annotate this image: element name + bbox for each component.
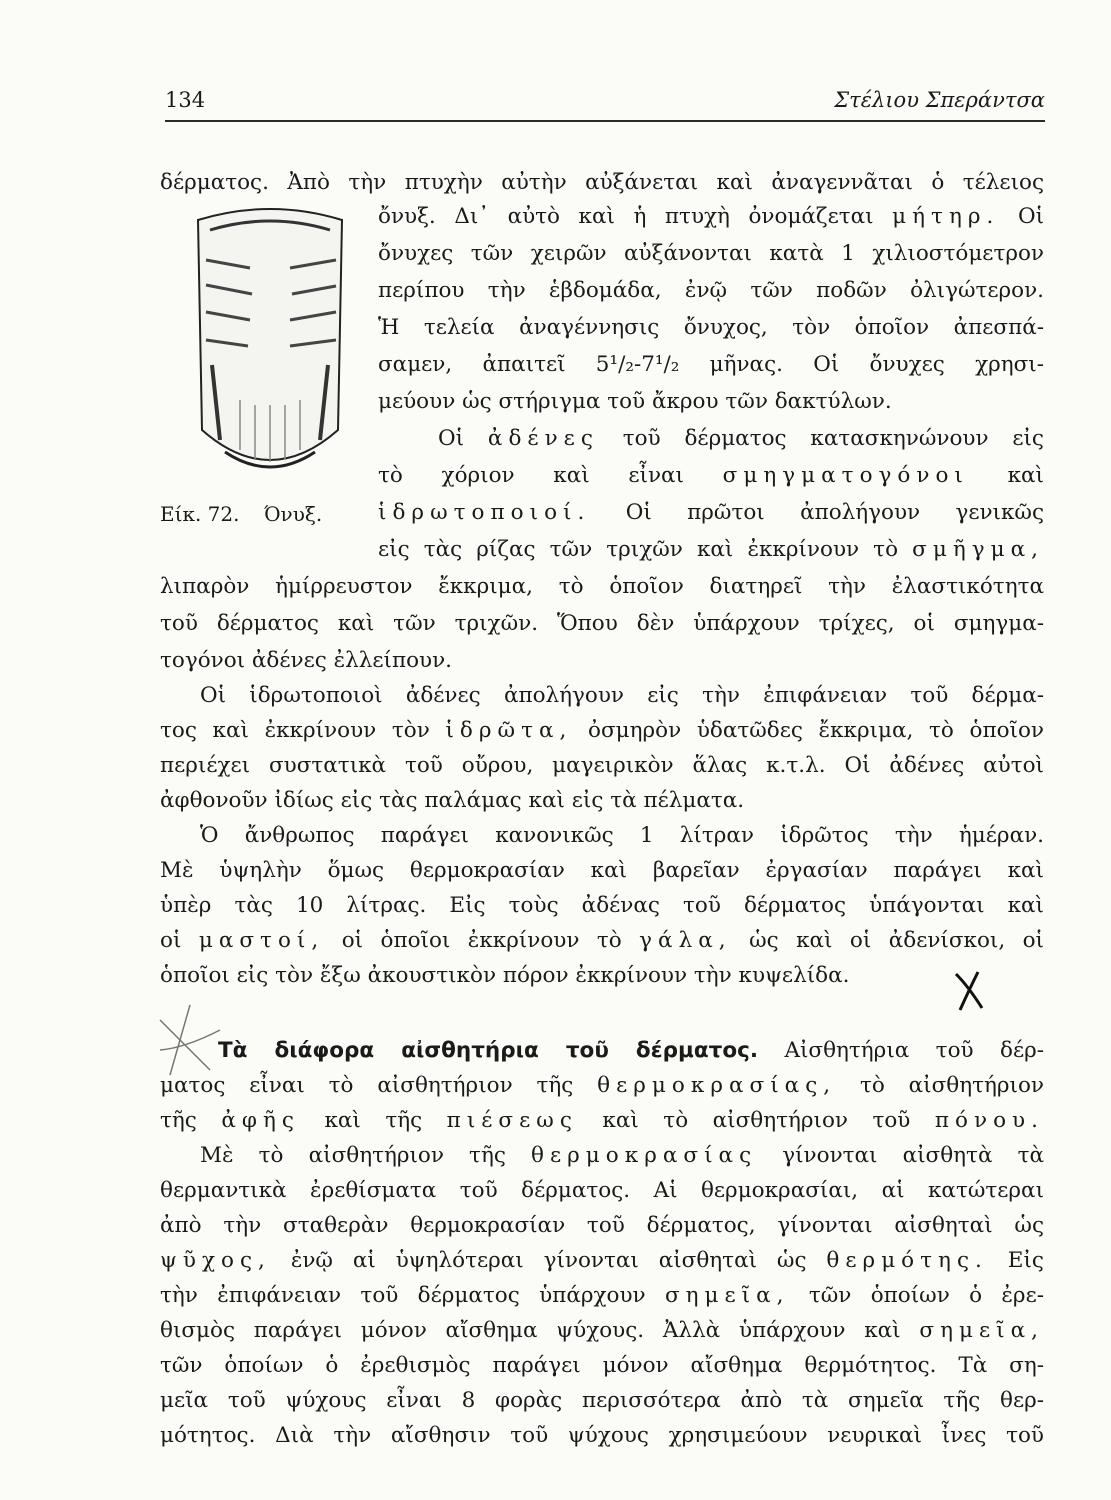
- page-header: [165, 88, 1045, 120]
- spaced-term: σημεῖα,: [919, 1318, 1044, 1343]
- text-line: ὑπὲρ τὰς 10 λίτρας. Εἰς τοὺς ἀδένας τοῦ δέρματος ὑπάγονται καὶ: [160, 893, 1044, 918]
- handwritten-cross-mark: [948, 964, 988, 1014]
- text-line: τος καὶ ἐκκρίνουν τὸν ἱδρῶτα, ὀσμηρὸν ὑδατῶδες ἔκκριμα, τὸ ὁποῖον: [160, 718, 1044, 743]
- text-line: περίπου τὴν ἑβδομάδα, ἐνῷ τῶν ποδῶν ὀλιγώτερον.: [378, 278, 1044, 303]
- text-line: οἱ μαστοί, οἱ ὁποῖοι ἐκκρίνουν τὸ γάλα, ὡς καὶ οἱ ἀδενίσκοι, οἱ: [160, 928, 1044, 953]
- text-line: θερμαντικὰ ἐρεθίσματα τοῦ δέρματος. Αἱ θερμοκρασίαι, αἱ κατώτεραι: [160, 1178, 1044, 1203]
- text-line: Ἡ τελεία ἀναγέννησις ὄνυχος, τὸν ὁποῖον ἀπεσπά-: [378, 315, 1044, 340]
- text-line: τὸ χόριον καὶ εἶναι σμηγματογόνοι καὶ: [378, 463, 1044, 488]
- spaced-term: θερμότης.: [826, 1248, 988, 1273]
- text-line: ὄνυχες τῶν χειρῶν αὐξάνονται κατὰ 1 χιλιοστόμετρον: [378, 241, 1044, 266]
- text-line: ψῦχος, ἐνῷ αἱ ὑψηλότεραι γίνονται αἰσθηταὶ ὡς θερμότης. Εἰς: [160, 1248, 1044, 1273]
- text-line: ἀπὸ τὴν σταθερὰν θερμοκρασίαν τοῦ δέρματος, γίνονται αἰσθηταὶ ὡς: [160, 1213, 1044, 1238]
- text-line: τὴν ἐπιφάνειαν τοῦ δέρματος ὑπάρχουν σημεῖα, τῶν ὁποίων ὁ ἐρε-: [160, 1283, 1044, 1308]
- spaced-term: μαστοί,: [198, 928, 325, 953]
- text-line: Οἱ ἀδένες τοῦ δέρματος κατασκηνώνουν εἰς: [438, 426, 1044, 451]
- text-line: σαμεν, ἀπαιτεῖ 5¹/₂-7¹/₂ μῆνας. Οἱ ὄνυχες χρησι-: [378, 352, 1044, 377]
- spaced-term: μήτηρ.: [892, 204, 1000, 229]
- text-line: ὁποῖοι εἰς τὸν ἔξω ἀκουστικὸν πόρον ἐκκρίνουν τὴν κυψελίδα.: [160, 963, 850, 988]
- nail-illustration: [180, 190, 360, 500]
- running-title: Στέλιου Σπεράντσα: [834, 88, 1045, 112]
- text-line: δέρματος. Ἀπὸ τὴν πτυχὴν αὐτὴν αὐξάνεται καὶ ἀναγεννᾶται ὁ τέλειος: [160, 170, 1044, 195]
- spaced-term: σμηγματογόνοι: [722, 463, 969, 488]
- text-line: εἰς τὰς ρίζας τῶν τριχῶν καὶ ἐκκρίνουν τὸ σμῆγμα,: [378, 537, 1044, 562]
- text-line: λιπαρὸν ἡμίρρευστον ἔκκριμα, τὸ ὁποῖον διατηρεῖ τὴν ἐλαστικότητα: [160, 574, 1044, 599]
- text-line: ὄνυξ. Δι᾿ αὐτὸ καὶ ἡ πτυχὴ ὀνομάζεται μήτηρ. Οἱ: [378, 204, 1044, 229]
- text-line: θισμὸς παράγει μόνον αἴσθημα ψύχους. Ἀλλὰ ὑπάρχουν καὶ σημεῖα,: [160, 1318, 1044, 1343]
- spaced-term: πιέσεως: [446, 1108, 578, 1133]
- section-heading-line: Τὰ διάφορα αἰσθητήρια τοῦ δέρματος. Αἰσθητήρια τοῦ δέρ-: [218, 1038, 1044, 1063]
- spaced-term: ἀδένες: [487, 426, 599, 451]
- figure-caption-text: Όνυξ.: [263, 502, 323, 526]
- spaced-term: σμῆγμα,: [912, 537, 1044, 562]
- text-line: περιέχει συστατικὰ τοῦ οὔρου, μαγειρικὸν ἅλας κ.τ.λ. Οἱ ἀδένες αὐτοὶ: [160, 753, 1044, 778]
- text-line: τῆς ἀφῆς καὶ τῆς πιέσεως καὶ τὸ αἰσθητήριον τοῦ πόνου.: [160, 1108, 1045, 1133]
- spaced-term: ψῦχος,: [160, 1248, 271, 1273]
- spaced-term: ἀφῆς: [221, 1108, 300, 1133]
- page-number: 134: [165, 88, 206, 112]
- text-line: ἀφθονοῦν ἰδίως εἰς τὰς παλάμας καὶ εἰς τὰ πέλματα.: [160, 788, 745, 813]
- text-line: μεύουν ὡς στήριγμα τοῦ ἄκρου τῶν δακτύλων.: [378, 389, 892, 414]
- section-heading: Τὰ διάφορα αἰσθητήρια τοῦ δέρματος.: [218, 1038, 759, 1063]
- spaced-term: πόνου.: [934, 1108, 1045, 1133]
- spaced-term: σημεῖα,: [664, 1283, 790, 1308]
- spaced-term: ἱδρῶτα,: [445, 718, 573, 743]
- text-line: Μὲ τὸ αἰσθητήριον τῆς θερμοκρασίας γίνονται αἰσθητὰ τὰ: [200, 1143, 1044, 1168]
- text-line: Μὲ ὑψηλὴν ὅμως θερμοκρασίαν καὶ βαρεῖαν ἐργασίαν παράγει καὶ: [160, 858, 1044, 883]
- header-rule: [165, 120, 1045, 122]
- figure-label: Είκ. 72.: [160, 502, 240, 526]
- spaced-term: ἱδρωτοποιοί.: [378, 500, 591, 525]
- text-line: τῶν ὁποίων ὁ ἐρεθισμὸς παράγει μόνον αἴσθημα θερμότητος. Τὰ ση-: [160, 1353, 1044, 1378]
- text-line: τοῦ δέρματος καὶ τῶν τριχῶν. Ὅπου δὲν ὑπάρχουν τρίχες, οἱ σμηγμα-: [160, 611, 1044, 636]
- text-line: ἱδρωτοποιοί. Οἱ πρῶτοι ἀπολήγουν γενικῶς: [378, 500, 1044, 525]
- spaced-term: θερμοκρασίας: [531, 1143, 758, 1168]
- text-line: Οἱ ἱδρωτοποιοὶ ἀδένες ἀπολήγουν εἰς τὴν ἐπιφάνειαν τοῦ δέρμα-: [200, 683, 1044, 708]
- spaced-term: γάλα,: [639, 928, 732, 953]
- text-line: μότητος. Διὰ τὴν αἴσθησιν τοῦ ψύχους χρησιμεύουν νευρικαὶ ἶνες τοῦ: [160, 1423, 1044, 1448]
- text-line: Ὁ ἄνθρωπος παράγει κανονικῶς 1 λίτραν ἱδρῶτος τὴν ἡμέραν.: [200, 823, 1044, 848]
- spaced-term: θερμοκρασίας,: [597, 1073, 837, 1098]
- text-line: τογόνοι ἀδένες ἐλλείπουν.: [160, 648, 453, 673]
- text-line: μεῖα τοῦ ψύχους εἶναι 8 φορὰς περισσότερα ἀπὸ τὰ σημεῖα τῆς θερ-: [160, 1388, 1044, 1413]
- text-line: ματος εἶναι τὸ αἰσθητήριον τῆς θερμοκρασίας, τὸ αἰσθητήριον: [160, 1073, 1044, 1098]
- figure-caption: [160, 497, 322, 531]
